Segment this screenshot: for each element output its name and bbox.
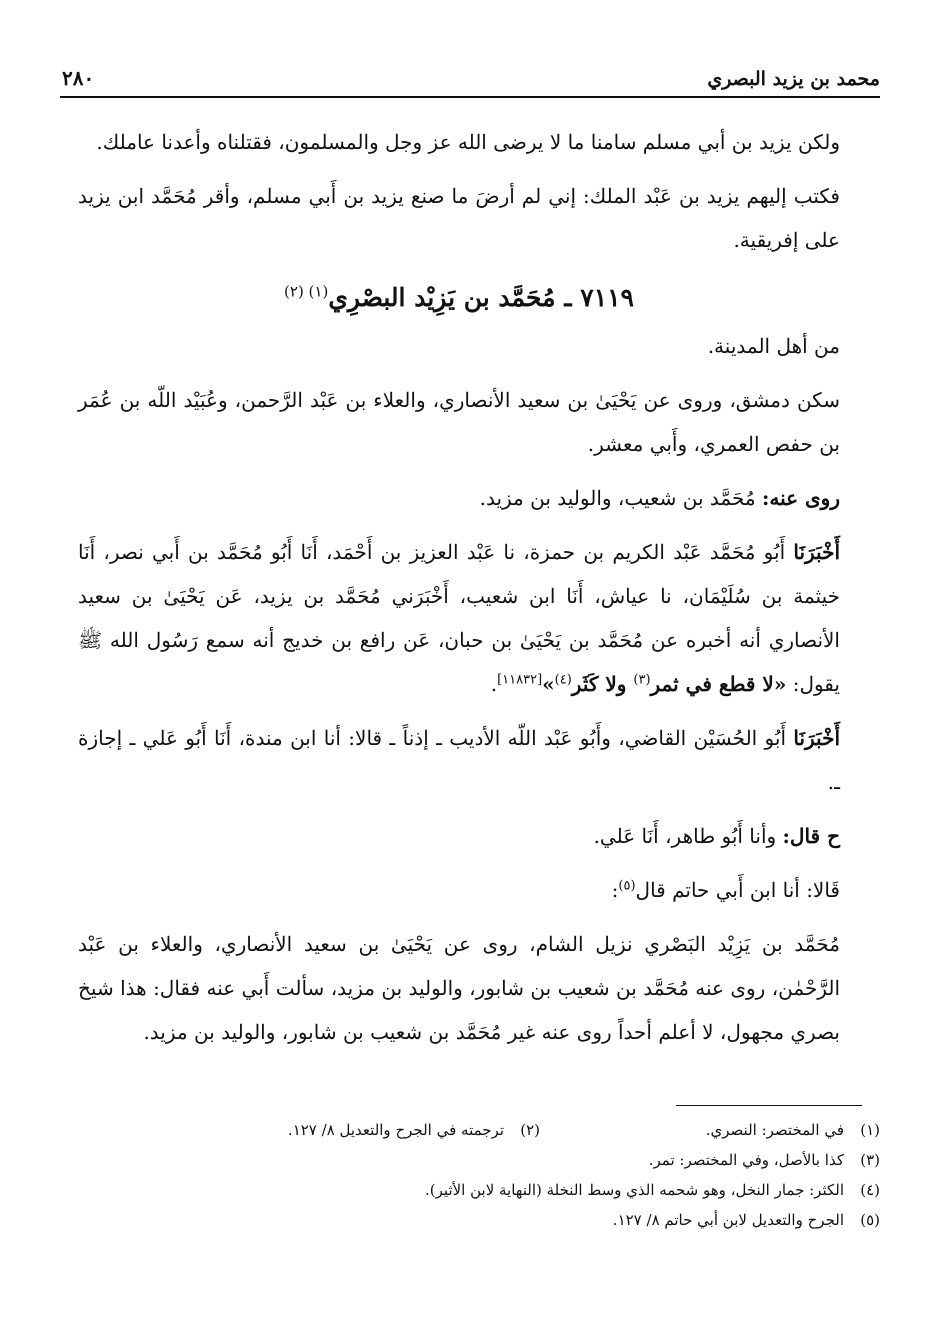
footnote-5-text: الجرح والتعديل لابن أبي حاتم ٨/ ١٢٧. xyxy=(612,1211,844,1229)
footnote-ref-5: (٥) xyxy=(618,878,636,894)
footnote-1-number: (١) xyxy=(860,1121,880,1139)
footnote-2-text: ترجمته في الجرح والتعديل ٨/ ١٢٧. xyxy=(287,1121,504,1139)
hadith-quote-b: ولا كَثَر xyxy=(571,672,634,696)
paragraph-isnad-4 xyxy=(78,868,840,912)
footnotes xyxy=(150,1115,880,1235)
hadith-quote-a: «لا قطع في ثمر xyxy=(650,672,787,696)
isnad-4-end: : xyxy=(611,878,619,902)
paragraph-isnad-1 xyxy=(78,530,840,706)
footnote-ref-4: (٤) xyxy=(554,672,572,688)
paragraph-narrated-from: سكن دمشق، وروى عن يَحْيَىٰ بن سعيد الأنصاري، والعلاء بن عَبْد الرَّحمن، وعُبَيْد اللّه بن عُمَر بن حفص العمري، وأَبي معشر. xyxy=(78,388,840,456)
footnote-3-number: (٣) xyxy=(860,1151,880,1169)
isnad-2-text: أَبُو الحُسَيْن القاضي، وأَبُو عَبْد اللّه الأديب ـ إذناً ـ قالا: أنا ابن مندة، أَنَا أَبُو عَلي ـ إجازة ـ. xyxy=(78,726,840,794)
entry-heading-refs: (١) (٢) xyxy=(284,282,329,301)
hadith-number: [١١٨٣٢] xyxy=(497,672,543,688)
isnad-1-end: . xyxy=(490,672,498,696)
isnad-2-lead: أَخْبَرَنَا xyxy=(793,726,840,750)
page-header xyxy=(60,52,880,98)
footnote-3-text: كذا بالأصل، وفي المختصر: تمر. xyxy=(648,1151,844,1169)
footnote-2-number: (٢) xyxy=(520,1121,540,1139)
paragraph-1: ولكن يزيد بن أبي مسلم سامنا ما لا يرضى الله عز وجل والمسلمون، فقتلناه وأعدنا عاملك. xyxy=(96,130,840,154)
hadith-quote-end: » xyxy=(542,672,555,696)
paragraph-isnad-3 xyxy=(78,814,840,858)
isnad-1-text: أَبُو مُحَمَّد عَبْد الكريم بن حمزة، نا عَبْد العزيز بن أَحْمَد، أَنَا أَبُو مُحَمَّد بن أَبي نصر، أَنَا خيثمة بن سُلَيْمَان، نا عياش، أَنَا ابن شعيب، أَخْبَرَني مُحَمَّد بن يزيد، عَن يَحْيَىٰ بن سعيد الأنصاري أنه أخبره عن مُحَمَّد بن يَحْيَىٰ بن حبان، عَن رافع بن خديج أنه سمع رَسُول الله ﷺ يقول: xyxy=(78,540,840,696)
isnad-3-lead: ح قال: xyxy=(782,824,840,848)
footnote-4-text: الكثر: جمار النخل، وهو شحمه الذي وسط النخلة (النهاية لابن الأثير). xyxy=(425,1181,844,1199)
footnote-5 xyxy=(150,1205,880,1235)
isnad-3-text: وأنا أَبُو طاهر، أَنَا عَلي. xyxy=(593,824,783,848)
footnote-ref-3: (٣) xyxy=(633,672,651,688)
entry-heading-text: ٧١١٩ ـ مُحَمَّد بن يَزِيْد البصْرِي xyxy=(328,283,634,312)
footnote-3 xyxy=(150,1145,880,1175)
running-head: محمد بن يزيد البصري xyxy=(707,68,880,90)
footnote-4 xyxy=(150,1175,880,1205)
page-number: ٢٨٠ xyxy=(62,66,95,90)
main-text xyxy=(78,120,840,1064)
footnote-1 xyxy=(540,1115,880,1145)
isnad-4-text: قَالا: أنا ابن أَبي حاتم قال xyxy=(635,878,840,902)
paragraph-2: فكتب إليهم يزيد بن عَبْد الملك: إني لم أرضَ ما صنع يزيد بن أَبي مسلم، وأقر مُحَمَّد ابن يزيد على إفريقية. xyxy=(78,184,840,252)
paragraph-isnad-2 xyxy=(78,716,840,804)
narrators-lead: روى عنه: xyxy=(761,486,840,510)
footnote-4-number: (٤) xyxy=(860,1181,880,1199)
footnote-5-number: (٥) xyxy=(860,1211,880,1229)
paragraph-biography: مُحَمَّد بن يَزِيْد البَصْري نزيل الشام، روى عن يَحْيَىٰ بن سعيد الأنصاري، والعلاء بن عَبْد الرَّحْمٰن، روى عنه مُحَمَّد بن شعيب بن شابور، والوليد بن مزيد، سألت أَبي عنه فقال: هذا شيخ بصري مجهول، لا أعلم أحداً روى عنه غير مُحَمَّد بن شعيب بن شابور، والوليد بن مزيد. xyxy=(78,932,840,1044)
isnad-1-lead: أَخْبَرَنَا xyxy=(793,540,840,564)
footnote-1-text: في المختصر: النصري. xyxy=(705,1121,844,1139)
footnote-2 xyxy=(200,1115,540,1145)
footnote-row-1 xyxy=(150,1115,880,1145)
entry-heading xyxy=(78,276,840,320)
paragraph-narrators xyxy=(78,476,840,520)
footnote-divider xyxy=(676,1105,862,1106)
narrators-text: مُحَمَّد بن شعيب، والوليد بن مزيد. xyxy=(479,486,762,510)
paragraph-origin: من أهل المدينة. xyxy=(707,334,840,358)
